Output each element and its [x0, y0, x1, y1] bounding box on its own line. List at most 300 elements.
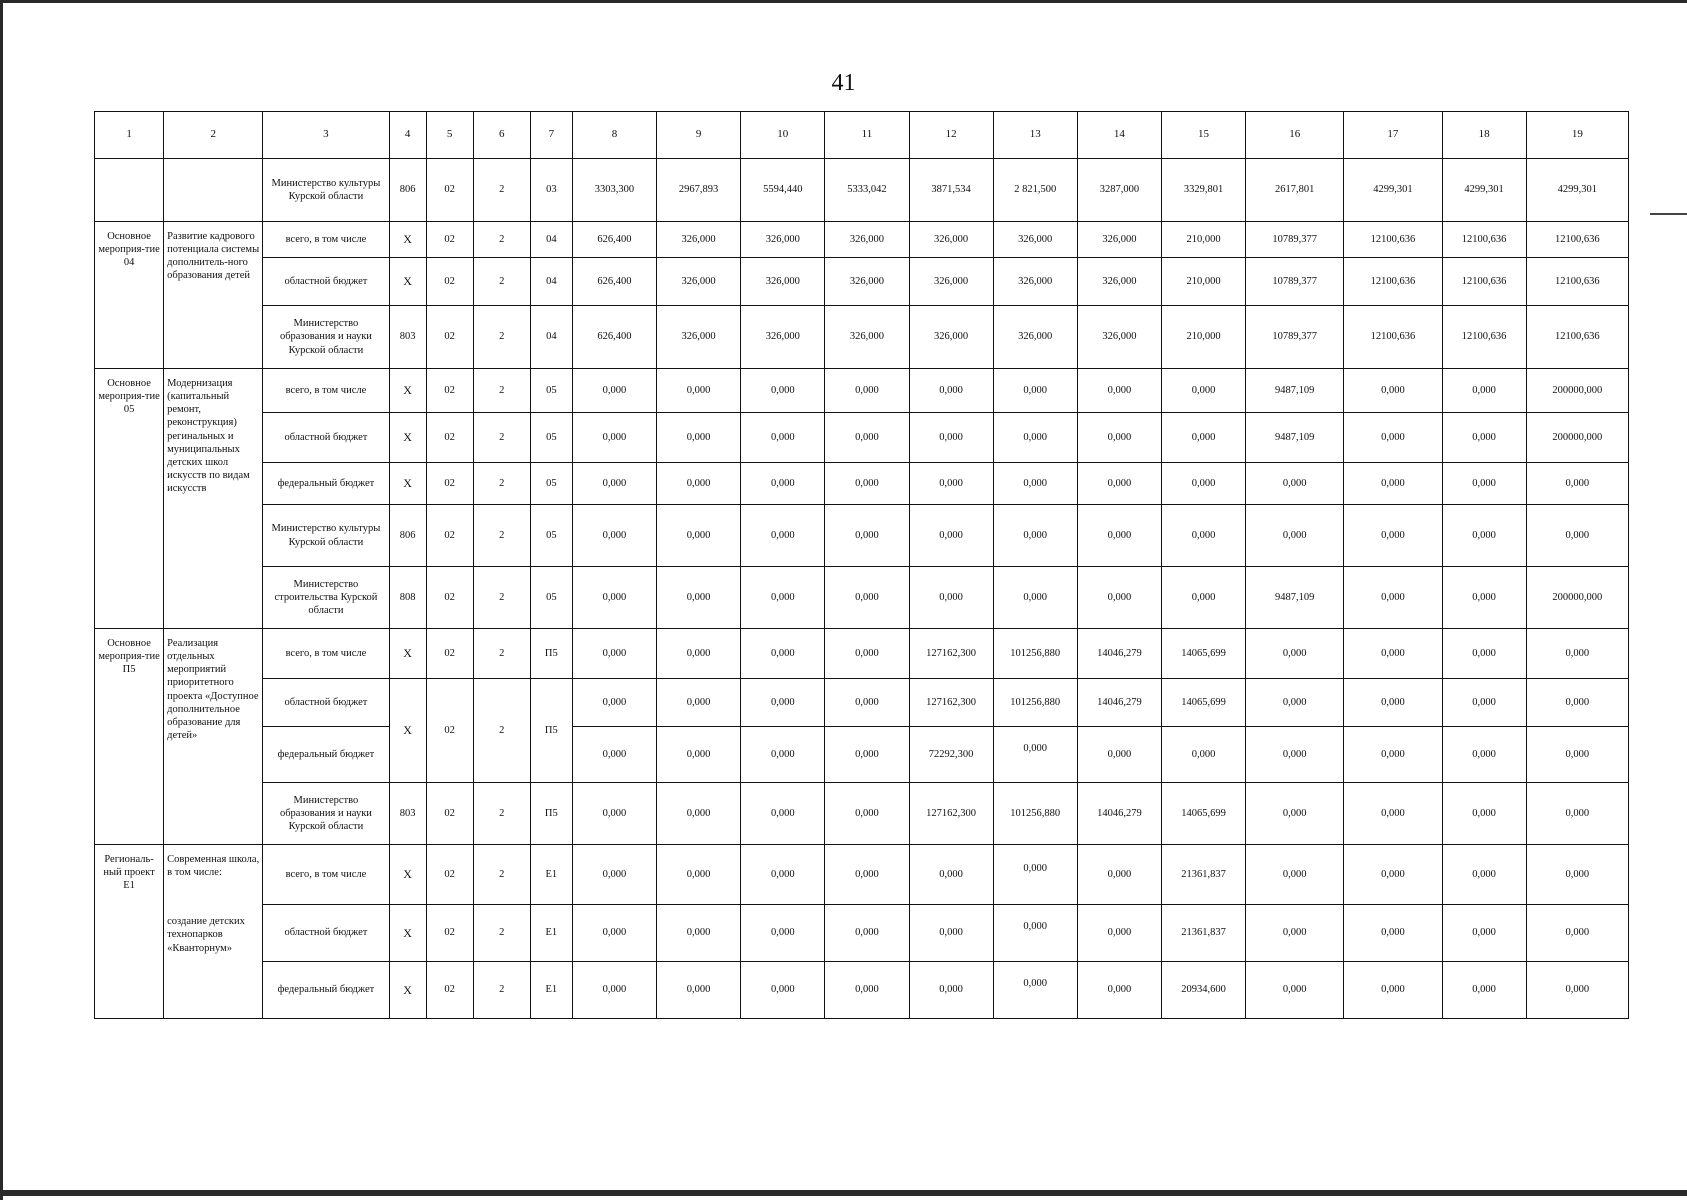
value-cell: 0,000 [1077, 727, 1161, 783]
value-cell: 12100,636 [1344, 306, 1442, 369]
value-cell: X [389, 413, 426, 463]
value-cell: 02 [426, 962, 473, 1019]
value-cell: 0,000 [657, 783, 741, 845]
table-row [95, 962, 1629, 1019]
value-cell: 0,000 [657, 727, 741, 783]
value-cell: X [389, 369, 426, 413]
value-cell: 101256,880 [993, 629, 1077, 679]
value-cell: 0,000 [1077, 463, 1161, 505]
row-label: Министерство культуры Курской области [263, 505, 389, 567]
value-cell: 2 [473, 463, 530, 505]
value-cell: 0,000 [741, 629, 825, 679]
value-cell: 0,000 [993, 369, 1077, 413]
row-label: областной бюджет [263, 413, 389, 463]
value-cell: 10789,377 [1246, 258, 1344, 306]
value-cell: 02 [426, 222, 473, 258]
table-row [95, 845, 1629, 905]
column-number-header: 4 [389, 112, 426, 159]
value-cell: 21361,837 [1161, 845, 1245, 905]
value-cell: 4299,301 [1344, 159, 1442, 222]
value-cell: 0,000 [825, 369, 909, 413]
value-cell: 0,000 [1246, 845, 1344, 905]
value-cell: 0,000 [825, 783, 909, 845]
event-code-cell: Основное мероприя-тие 04 [95, 222, 164, 369]
value-cell: 0,000 [657, 905, 741, 962]
value-cell: 0,000 [909, 369, 993, 413]
value-cell: 12100,636 [1442, 306, 1526, 369]
page-number: 41 [831, 70, 856, 96]
value-cell: 0,000 [1526, 962, 1628, 1019]
value-cell: 0,000 [1344, 463, 1442, 505]
value-cell: 0,000 [1526, 505, 1628, 567]
value-cell: 10789,377 [1246, 222, 1344, 258]
value-cell: 0,000 [741, 679, 825, 727]
value-cell: 0,000 [572, 505, 656, 567]
value-cell: 02 [426, 463, 473, 505]
value-cell: 2 [473, 629, 530, 679]
value-cell: 0,000 [1161, 505, 1245, 567]
row-label: всего, в том числе [263, 845, 389, 905]
value-cell: 0,000 [1344, 505, 1442, 567]
value-cell: 326,000 [1077, 258, 1161, 306]
value-cell: 806 [389, 505, 426, 567]
value-cell: 0,000 [657, 629, 741, 679]
column-number-header: 11 [825, 112, 909, 159]
value-cell: 02 [426, 413, 473, 463]
value-cell: Е1 [530, 962, 572, 1019]
event-code-cell: Основное мероприя-тие П5 [95, 629, 164, 845]
value-cell: 05 [530, 369, 572, 413]
event-code-cell: Основное мероприя-тие 05 [95, 369, 164, 629]
value-cell: 12100,636 [1526, 222, 1628, 258]
value-cell: 0,000 [572, 727, 656, 783]
value-cell [993, 905, 1077, 962]
value-cell: 0,000 [572, 962, 656, 1019]
value-cell: 0,000 [1442, 369, 1526, 413]
value-cell: 326,000 [909, 258, 993, 306]
row-label: федеральный бюджет [263, 463, 389, 505]
value-cell: 02 [426, 783, 473, 845]
value-cell: 0,000 [1442, 629, 1526, 679]
event-name-cell: Модернизация (капитальный ремонт, реконструкция) регинальных и муниципальных детских школ искусств по видам искусств [164, 369, 263, 629]
table-row [95, 369, 1629, 413]
value-cell: 14046,279 [1077, 783, 1161, 845]
value-cell: 0,000 [1077, 505, 1161, 567]
value-cell: 0,000 [572, 463, 656, 505]
value-cell: X [389, 962, 426, 1019]
value-cell: 326,000 [1077, 306, 1161, 369]
value-cell: 12100,636 [1526, 306, 1628, 369]
value-cell: 2 [473, 679, 530, 783]
value-cell: 0,000 [572, 845, 656, 905]
value-cell: 0,000 [1077, 369, 1161, 413]
value-cell: 05 [530, 505, 572, 567]
value-cell: 127162,300 [909, 679, 993, 727]
value-cell: 0,000 [909, 845, 993, 905]
value-cell: 0,000 [572, 413, 656, 463]
value-cell: 0,000 [1161, 413, 1245, 463]
value-cell: 0,000 [1344, 629, 1442, 679]
value-cell: П5 [530, 629, 572, 679]
value-cell: 20934,600 [1161, 962, 1245, 1019]
value-cell: 2 [473, 905, 530, 962]
value-cell: 200000,000 [1526, 369, 1628, 413]
value-cell: 4299,301 [1442, 159, 1526, 222]
value-cell: 3287,000 [1077, 159, 1161, 222]
empty-cell [164, 159, 263, 222]
value-cell: 0,000 [741, 962, 825, 1019]
value-cell: 02 [426, 505, 473, 567]
value-cell: 14065,699 [1161, 629, 1245, 679]
value-cell: 2 [473, 783, 530, 845]
value-cell: 0,000 [1442, 845, 1526, 905]
value-cell: 0,000 [1344, 783, 1442, 845]
value-cell: 127162,300 [909, 783, 993, 845]
value-text: 0,000 [1023, 742, 1048, 754]
value-cell: 0,000 [1161, 463, 1245, 505]
value-cell: 9487,109 [1246, 369, 1344, 413]
value-cell: 0,000 [1246, 463, 1344, 505]
value-cell: 0,000 [1442, 567, 1526, 629]
value-cell: 0,000 [993, 413, 1077, 463]
value-cell: 9487,109 [1246, 413, 1344, 463]
value-cell: 326,000 [657, 222, 741, 258]
value-cell: 05 [530, 567, 572, 629]
value-cell: 0,000 [741, 463, 825, 505]
value-cell: 3329,801 [1161, 159, 1245, 222]
scan-mark-right [1650, 213, 1687, 215]
value-cell: 0,000 [1344, 845, 1442, 905]
column-number-header: 6 [473, 112, 530, 159]
value-cell: 326,000 [741, 222, 825, 258]
value-cell: 0,000 [1246, 783, 1344, 845]
scan-border-left [0, 0, 3, 1200]
value-cell: 326,000 [741, 306, 825, 369]
value-cell: 0,000 [1246, 679, 1344, 727]
value-cell: 0,000 [657, 567, 741, 629]
column-number-header: 5 [426, 112, 473, 159]
value-cell: 0,000 [909, 505, 993, 567]
value-cell: 0,000 [1442, 505, 1526, 567]
table-row [95, 463, 1629, 505]
value-cell: X [389, 463, 426, 505]
value-cell: 0,000 [825, 727, 909, 783]
value-cell: 0,000 [741, 727, 825, 783]
row-label: федеральный бюджет [263, 962, 389, 1019]
value-cell: Е1 [530, 845, 572, 905]
value-cell: 0,000 [1161, 727, 1245, 783]
value-cell: 200000,000 [1526, 413, 1628, 463]
value-cell: 0,000 [657, 679, 741, 727]
value-cell: 0,000 [1246, 905, 1344, 962]
value-cell: 04 [530, 258, 572, 306]
row-label: Министерство образования и науки Курской области [263, 783, 389, 845]
value-cell: 4299,301 [1526, 159, 1628, 222]
row-label: областной бюджет [263, 258, 389, 306]
value-cell: 2 [473, 505, 530, 567]
value-cell: 0,000 [741, 369, 825, 413]
column-number-header: 1 [95, 112, 164, 159]
value-cell: 02 [426, 679, 473, 783]
column-number-header: 13 [993, 112, 1077, 159]
value-cell: 806 [389, 159, 426, 222]
column-number-header: 3 [263, 112, 389, 159]
value-cell: 210,000 [1161, 306, 1245, 369]
empty-cell [95, 159, 164, 222]
value-cell: 0,000 [572, 629, 656, 679]
value-cell: 0,000 [1442, 962, 1526, 1019]
value-cell: 0,000 [741, 905, 825, 962]
value-cell: 0,000 [825, 505, 909, 567]
value-cell: X [389, 905, 426, 962]
value-cell: 2 821,500 [993, 159, 1077, 222]
value-cell: 326,000 [909, 222, 993, 258]
value-cell: 0,000 [1344, 727, 1442, 783]
table-row [95, 905, 1629, 962]
value-cell: 0,000 [825, 567, 909, 629]
value-cell: 0,000 [1077, 845, 1161, 905]
value-cell: 2 [473, 306, 530, 369]
value-cell: 0,000 [993, 463, 1077, 505]
value-cell: 14065,699 [1161, 679, 1245, 727]
value-cell: 326,000 [741, 258, 825, 306]
value-cell: 326,000 [825, 306, 909, 369]
value-cell: 0,000 [1246, 962, 1344, 1019]
value-cell: X [389, 629, 426, 679]
value-cell: 0,000 [657, 369, 741, 413]
value-cell: 0,000 [1526, 845, 1628, 905]
value-cell: 05 [530, 463, 572, 505]
column-number-header: 9 [657, 112, 741, 159]
value-cell: 03 [530, 159, 572, 222]
value-cell: 0,000 [657, 413, 741, 463]
value-cell: 21361,837 [1161, 905, 1245, 962]
event-subname-text: создание детских технопарков «Кванторнум» [167, 916, 245, 954]
value-cell: 04 [530, 306, 572, 369]
value-cell: 12100,636 [1442, 258, 1526, 306]
value-cell [993, 845, 1077, 905]
table-row [95, 258, 1629, 306]
value-cell: 0,000 [909, 463, 993, 505]
row-label: Министерство культуры Курской области [263, 159, 389, 222]
table-row [95, 783, 1629, 845]
value-cell: 14046,279 [1077, 679, 1161, 727]
value-cell: 9487,109 [1246, 567, 1344, 629]
value-cell: 0,000 [1344, 905, 1442, 962]
value-cell: 02 [426, 306, 473, 369]
value-cell: 326,000 [993, 258, 1077, 306]
table-row [95, 413, 1629, 463]
value-cell: 2617,801 [1246, 159, 1344, 222]
value-cell: 0,000 [1442, 905, 1526, 962]
column-number-header: 10 [741, 112, 825, 159]
value-cell: 0,000 [993, 505, 1077, 567]
value-cell: 0,000 [825, 962, 909, 1019]
table-row [95, 629, 1629, 679]
value-cell: 0,000 [1442, 463, 1526, 505]
event-name-cell [164, 845, 263, 1019]
value-cell: 0,000 [1077, 962, 1161, 1019]
value-cell: 0,000 [825, 463, 909, 505]
row-label: федеральный бюджет [263, 727, 389, 783]
value-cell: 0,000 [1161, 567, 1245, 629]
column-number-header: 19 [1526, 112, 1628, 159]
table-row [95, 567, 1629, 629]
value-cell: 0,000 [741, 845, 825, 905]
value-cell: 101256,880 [993, 783, 1077, 845]
value-cell: 0,000 [572, 679, 656, 727]
value-cell: 0,000 [1246, 727, 1344, 783]
value-cell: П5 [530, 783, 572, 845]
value-cell: 0,000 [572, 783, 656, 845]
value-cell: 10789,377 [1246, 306, 1344, 369]
column-number-header: 14 [1077, 112, 1161, 159]
value-cell: 101256,880 [993, 679, 1077, 727]
value-cell: 0,000 [741, 783, 825, 845]
value-cell: 2 [473, 413, 530, 463]
value-cell: 0,000 [1526, 727, 1628, 783]
value-cell: 2 [473, 962, 530, 1019]
event-name-text: Современная школа, в том числе: [167, 854, 260, 879]
value-cell: 0,000 [825, 905, 909, 962]
value-cell: 0,000 [1077, 567, 1161, 629]
event-name-cell: Развитие кадрового потенциала системы дополнитель-ного образования детей [164, 222, 263, 369]
table-row [95, 679, 1629, 727]
value-cell: 2 [473, 258, 530, 306]
row-label: всего, в том числе [263, 369, 389, 413]
value-cell: 803 [389, 306, 426, 369]
value-cell: 0,000 [657, 463, 741, 505]
column-number-header: 15 [1161, 112, 1245, 159]
scan-border-bottom [0, 1190, 1687, 1196]
value-cell: X [389, 679, 426, 783]
value-cell: 2 [473, 369, 530, 413]
value-cell: Е1 [530, 905, 572, 962]
value-cell: 2 [473, 222, 530, 258]
event-name-cell: Реализация отдельных мероприятий приоритетного проекта «Доступное дополнительное образование для детей» [164, 629, 263, 845]
scan-border-top [0, 0, 1687, 3]
value-cell: 626,400 [572, 306, 656, 369]
value-cell [993, 727, 1077, 783]
value-cell: 0,000 [741, 505, 825, 567]
value-cell: 3871,534 [909, 159, 993, 222]
value-cell: 0,000 [1526, 905, 1628, 962]
value-cell: 02 [426, 369, 473, 413]
value-cell: 02 [426, 159, 473, 222]
event-code-cell: Региональ-ный проект Е1 [95, 845, 164, 1019]
value-cell: 2 [473, 845, 530, 905]
value-cell: 808 [389, 567, 426, 629]
value-cell: 14065,699 [1161, 783, 1245, 845]
value-cell: 0,000 [1442, 679, 1526, 727]
value-cell: 326,000 [909, 306, 993, 369]
value-cell: 0,000 [1246, 629, 1344, 679]
row-label: всего, в том числе [263, 222, 389, 258]
table-row [95, 222, 1629, 258]
value-cell: X [389, 258, 426, 306]
value-cell: 0,000 [657, 962, 741, 1019]
value-cell: 02 [426, 905, 473, 962]
value-cell: 326,000 [657, 258, 741, 306]
value-cell: 326,000 [825, 258, 909, 306]
value-text: 0,000 [1023, 978, 1048, 990]
column-number-header: 12 [909, 112, 993, 159]
value-cell: 02 [426, 567, 473, 629]
value-cell: 326,000 [1077, 222, 1161, 258]
value-cell: 0,000 [1344, 413, 1442, 463]
value-cell: 02 [426, 845, 473, 905]
value-cell: 12100,636 [1344, 222, 1442, 258]
value-cell: 0,000 [741, 567, 825, 629]
value-cell: 0,000 [1246, 505, 1344, 567]
value-cell: 626,400 [572, 258, 656, 306]
value-cell: 0,000 [1526, 783, 1628, 845]
column-number-header: 16 [1246, 112, 1344, 159]
value-cell: 0,000 [1344, 962, 1442, 1019]
value-cell: 5333,042 [825, 159, 909, 222]
value-cell: 2 [473, 159, 530, 222]
value-cell: 02 [426, 629, 473, 679]
value-cell: 0,000 [741, 413, 825, 463]
value-cell: 0,000 [657, 505, 741, 567]
value-cell: 0,000 [1442, 783, 1526, 845]
row-label: Министерство образования и науки Курской области [263, 306, 389, 369]
header-row [95, 112, 1629, 159]
value-cell: 0,000 [825, 679, 909, 727]
row-label: областной бюджет [263, 679, 389, 727]
table-row [95, 306, 1629, 369]
value-cell: X [389, 845, 426, 905]
value-cell: 326,000 [825, 222, 909, 258]
value-cell: 210,000 [1161, 258, 1245, 306]
value-cell: 0,000 [1526, 629, 1628, 679]
value-cell [993, 962, 1077, 1019]
table-row [95, 505, 1629, 567]
value-text: 0,000 [1023, 862, 1048, 874]
value-cell: 0,000 [909, 962, 993, 1019]
row-label: областной бюджет [263, 905, 389, 962]
value-cell: X [389, 222, 426, 258]
value-cell: 0,000 [1344, 369, 1442, 413]
value-cell: 2 [473, 567, 530, 629]
row-label: Министерство строительства Курской области [263, 567, 389, 629]
value-cell: 12100,636 [1344, 258, 1442, 306]
value-cell: 3303,300 [572, 159, 656, 222]
table-row [95, 727, 1629, 783]
value-cell: 0,000 [909, 905, 993, 962]
value-cell: 0,000 [1442, 413, 1526, 463]
column-number-header: 8 [572, 112, 656, 159]
column-number-header: 17 [1344, 112, 1442, 159]
value-cell: 0,000 [1077, 413, 1161, 463]
value-cell: 02 [426, 258, 473, 306]
value-cell: 0,000 [572, 905, 656, 962]
value-cell: 626,400 [572, 222, 656, 258]
value-cell: 0,000 [909, 567, 993, 629]
column-number-header: 7 [530, 112, 572, 159]
column-number-header: 18 [1442, 112, 1526, 159]
value-cell: 04 [530, 222, 572, 258]
value-cell: 0,000 [657, 845, 741, 905]
value-text: 0,000 [1023, 921, 1048, 933]
value-cell: 0,000 [1077, 905, 1161, 962]
value-cell: 0,000 [909, 413, 993, 463]
value-cell: 0,000 [825, 413, 909, 463]
value-cell: 2967,893 [657, 159, 741, 222]
value-cell: 326,000 [993, 306, 1077, 369]
value-cell: 5594,440 [741, 159, 825, 222]
value-cell: 326,000 [993, 222, 1077, 258]
